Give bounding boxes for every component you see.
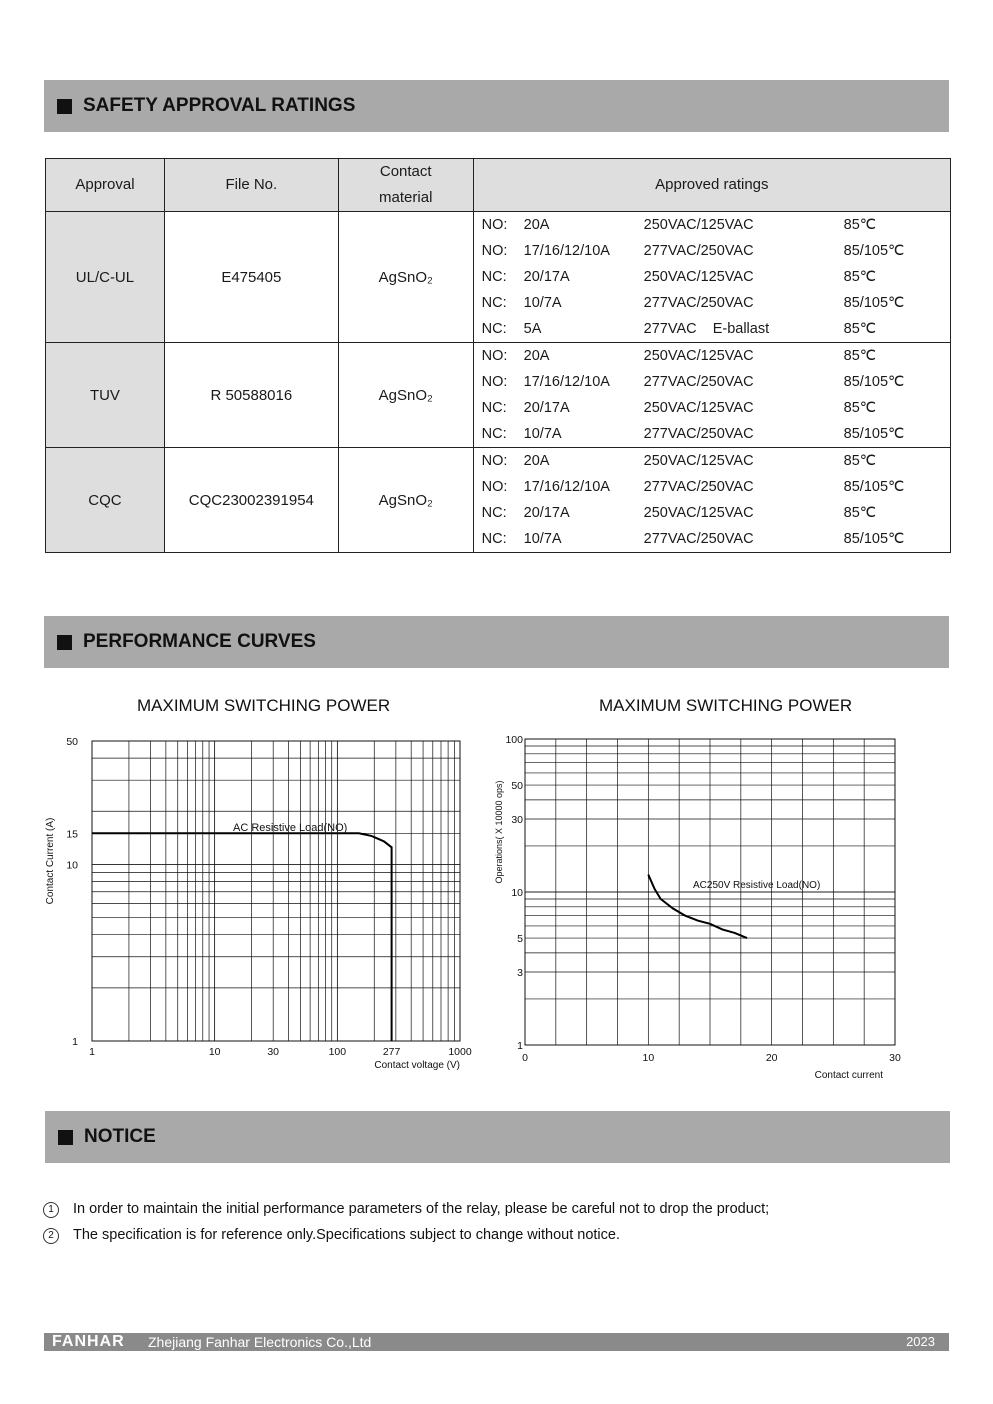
rating-temp: 85℃ (843, 217, 877, 233)
rating-voltage: 250VAC/125VAC (643, 505, 754, 521)
curve-annotation: AC250V Resistive Load(NO) (693, 880, 821, 891)
section-title: NOTICE (84, 1126, 156, 1147)
rating-voltage: 250VAC/125VAC (643, 217, 754, 233)
y-axis-label: Contact Current (A) (45, 817, 56, 905)
x-tick-label: 10 (208, 1046, 221, 1058)
rating-current: 10/7A (523, 295, 562, 311)
rating-temp: 85/105℃ (843, 374, 905, 390)
rating-type: NO: (481, 453, 508, 469)
rating-voltage: 250VAC/125VAC (643, 400, 754, 416)
cell-material: AgSnO₂ (338, 212, 473, 343)
header-contact-line2: material (379, 189, 433, 206)
x-tick-label: 1 (89, 1046, 95, 1058)
y-tick-label: 3 (517, 967, 523, 980)
plot-frame (92, 741, 460, 1041)
rating-type: NC: (481, 269, 507, 285)
cell-approval: TUV (46, 343, 165, 448)
rating-voltage: 277VAC/250VAC (643, 243, 754, 259)
rating-line (474, 395, 950, 421)
x-tick-label: 277 (382, 1046, 401, 1058)
rating-type: NO: (481, 217, 508, 233)
rating-voltage: 250VAC/125VAC (643, 453, 754, 469)
chart-operations-current (490, 732, 910, 1087)
section-title: PERFORMANCE CURVES (83, 631, 316, 652)
section-header-safety (44, 80, 949, 132)
rating-temp: 85/105℃ (843, 479, 905, 495)
rating-line (474, 448, 950, 474)
y-tick-label: 50 (511, 780, 523, 793)
cell-material: AgSnO₂ (338, 343, 473, 448)
y-tick-label: 10 (511, 887, 523, 899)
y-tick-label: 5 (517, 933, 523, 946)
cell-material: AgSnO₂ (338, 448, 473, 553)
cell-file-no: CQC23002391954 (164, 448, 338, 553)
rating-type: NO: (481, 348, 508, 364)
notice-text: In order to maintain the initial performance parameters of the relay, please be careful not to drop the product; (73, 1201, 770, 1217)
rating-voltage: 277VAC E-ballast (643, 321, 770, 337)
rating-voltage: 250VAC/125VAC (643, 348, 754, 364)
rating-temp: 85/105℃ (843, 426, 905, 442)
y-tick-label: 100 (505, 734, 523, 746)
chart1-title: MAXIMUM SWITCHING POWER (137, 696, 391, 715)
table-row (46, 212, 951, 343)
rating-line (474, 474, 950, 500)
curve-annotation: AC Resistive Load(NO) (233, 822, 348, 834)
section-title: SAFETY APPROVAL RATINGS (83, 95, 356, 116)
table-header-row (46, 159, 951, 212)
y-tick-label: 30 (511, 814, 523, 827)
rating-voltage: 277VAC/250VAC (643, 531, 754, 547)
rating-voltage: 277VAC/250VAC (643, 295, 754, 311)
y-axis-label: Operations( X 10000 ops) (494, 780, 504, 884)
company-name: Zhejiang Fanhar Electronics Co.,Ltd (148, 1334, 372, 1350)
x-axis-label: Contact voltage (V) (374, 1060, 460, 1071)
rating-type: NC: (481, 295, 507, 311)
cell-ratings (473, 212, 950, 343)
rating-line (474, 290, 950, 316)
rating-voltage: 277VAC/250VAC (643, 374, 754, 390)
rating-line (474, 369, 950, 395)
brand-logo: FANHAR (52, 1333, 125, 1350)
x-tick-label: 1000 (448, 1046, 472, 1058)
x-tick-label: 0 (522, 1052, 528, 1064)
rating-type: NC: (481, 505, 507, 521)
rating-temp: 85℃ (843, 269, 877, 285)
header-approved-ratings: Approved ratings (473, 159, 950, 212)
rating-current: 17/16/12/10A (523, 243, 610, 259)
chart-switching-power-voltage (40, 732, 480, 1087)
cell-approval: CQC (46, 448, 165, 553)
section-header-notice (45, 1111, 950, 1163)
rating-current: 20A (523, 348, 550, 364)
footer-year: 2023 (906, 1334, 935, 1349)
x-axis-label: Contact current (814, 1070, 883, 1081)
square-bullet-icon (57, 635, 72, 650)
y-tick-label: 1 (72, 1036, 78, 1048)
cell-file-no: R 50588016 (164, 343, 338, 448)
rating-type: NO: (481, 374, 508, 390)
rating-temp: 85℃ (843, 321, 877, 337)
rating-current: 17/16/12/10A (523, 374, 610, 390)
x-tick-label: 10 (642, 1052, 655, 1064)
y-tick-label: 15 (66, 828, 78, 841)
rating-voltage: 277VAC/250VAC (643, 479, 754, 495)
rating-temp: 85/105℃ (843, 295, 905, 311)
cell-approval: UL/C-UL (46, 212, 165, 343)
y-tick-label: 50 (66, 736, 78, 748)
rating-current: 20A (523, 453, 550, 469)
header-approval: Approval (46, 159, 165, 212)
rating-type: NC: (481, 321, 507, 337)
cell-file-no: E475405 (164, 212, 338, 343)
x-tick-label: 100 (328, 1046, 347, 1058)
header-contact-material (338, 159, 473, 212)
rating-line (474, 526, 950, 552)
rating-current: 20/17A (523, 269, 570, 285)
rating-temp: 85/105℃ (843, 531, 905, 547)
page-footer (44, 1333, 949, 1351)
rating-type: NO: (481, 479, 508, 495)
rating-temp: 85℃ (843, 453, 877, 469)
y-tick-label: 1 (517, 1040, 523, 1052)
x-tick-label: 30 (267, 1046, 280, 1058)
header-contact-line1: Contact (379, 163, 432, 180)
rating-line (474, 421, 950, 447)
header-file-no: File No. (164, 159, 338, 212)
safety-ratings-table (45, 158, 951, 553)
rating-current: 5A (523, 321, 542, 337)
rating-type: NC: (481, 426, 507, 442)
rating-line (474, 264, 950, 290)
square-bullet-icon (57, 99, 72, 114)
rating-type: NO: (481, 243, 508, 259)
rating-line (474, 500, 950, 526)
rating-temp: 85/105℃ (843, 243, 905, 259)
circled-number-icon: 1 (43, 1202, 59, 1218)
rating-current: 20/17A (523, 400, 570, 416)
rating-current: 17/16/12/10A (523, 479, 610, 495)
rating-current: 20A (523, 217, 550, 233)
rating-type: NC: (481, 531, 507, 547)
rating-current: 10/7A (523, 531, 562, 547)
table-row (46, 448, 951, 553)
x-tick-label: 30 (889, 1052, 901, 1064)
table-row (46, 343, 951, 448)
section-header-performance (44, 616, 949, 668)
x-tick-label: 20 (765, 1052, 778, 1064)
y-tick-label: 10 (66, 859, 78, 872)
cell-ratings (473, 448, 950, 553)
square-bullet-icon (58, 1130, 73, 1145)
rating-temp: 85℃ (843, 348, 877, 364)
rating-type: NC: (481, 400, 507, 416)
rating-line (474, 238, 950, 264)
rating-voltage: 277VAC/250VAC (643, 426, 754, 442)
notice-text: The specification is for reference only.Specifications subject to change without notice. (73, 1227, 620, 1243)
rating-temp: 85℃ (843, 505, 877, 521)
chart2-title: MAXIMUM SWITCHING POWER (599, 696, 853, 715)
rating-line (474, 316, 950, 342)
circled-number-icon: 2 (43, 1228, 59, 1244)
rating-voltage: 250VAC/125VAC (643, 269, 754, 285)
cell-ratings (473, 343, 950, 448)
rating-line (474, 212, 950, 238)
rating-current: 20/17A (523, 505, 570, 521)
rating-line (474, 343, 950, 369)
rating-temp: 85℃ (843, 400, 877, 416)
rating-current: 10/7A (523, 426, 562, 442)
